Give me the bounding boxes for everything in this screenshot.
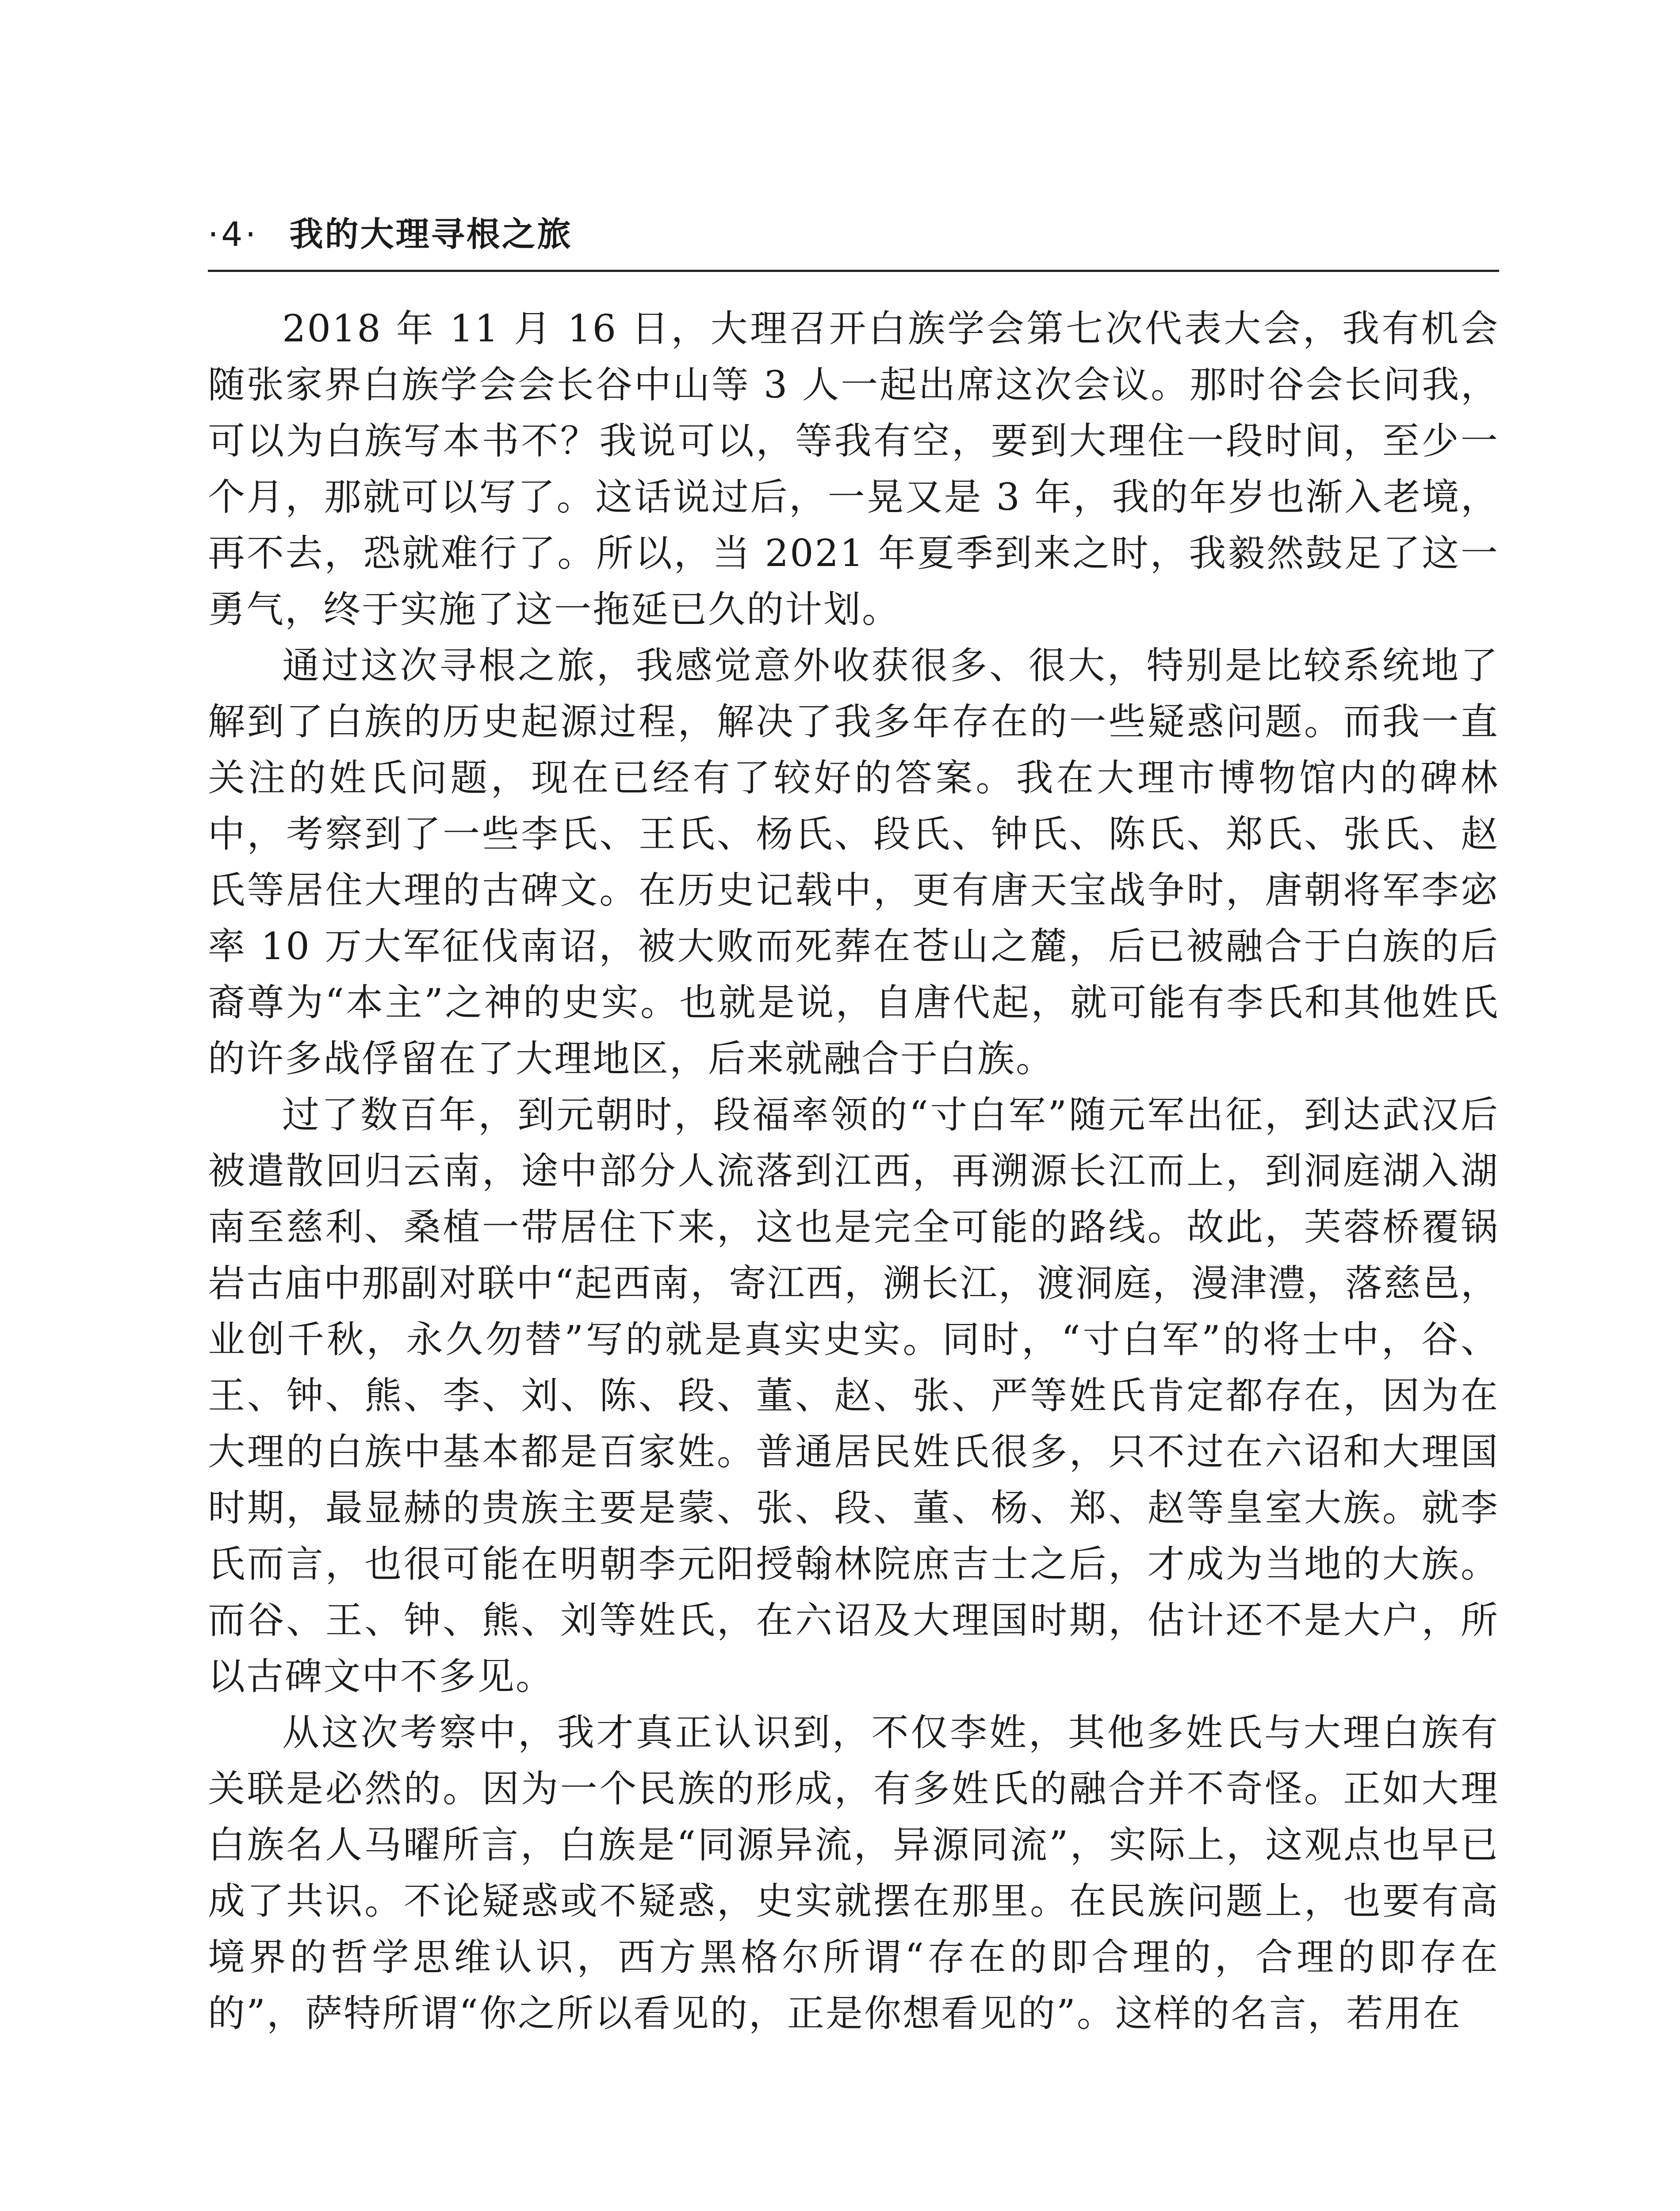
- running-head: [208, 195, 1499, 261]
- page-number: ·4·: [208, 214, 259, 254]
- running-title: 我的大理寻根之旅: [289, 214, 573, 254]
- header-rule: [208, 270, 1499, 272]
- body-text: [208, 301, 1499, 2042]
- paragraph-4: 从这次考察中，我才真正认识到，不仅李姓，其他多姓氏与大理白族有关联是必然的。因为一个民族的形成，有多姓氏的融合并不奇怪。正如大理白族名人马曜所言，白族是“同源异流，异源同流”，实际上，这观点也早已成了共识。不论疑惑或不疑惑，史实就摆在那里。在民族问题上，也要有高境界的哲学思维认识，西方黑格尔所谓“存在的即合理的，合理的即存在的”，萨特所谓“你之所以看见的，正是你想看见的”。这样的名言，若用在: [208, 1711, 1499, 2035]
- paragraph-1: 2018 年 11 月 16 日，大理召开白族学会第七次代表大会，我有机会随张家界白族学会会长谷中山等 3 人一起出席这次会议。那时谷会长问我，可以为白族写本书不？我说可以，等我有空，要到大理住一段时间，至少一个月，那就可以写了。这话说过后，一晃又是 3 年，我的年岁也渐入老境，再不去，恐就难行了。所以，当 2021 年夏季到来之时，我毅然鼓足了这一勇气，终于实施了这一拖延已久的计划。: [208, 307, 1499, 631]
- paragraph-2: 通过这次寻根之旅，我感觉意外收获很多、很大，特别是比较系统地了解到了白族的历史起源过程，解决了我多年存在的一些疑惑问题。而我一直关注的姓氏问题，现在已经有了较好的答案。我在大理市博物馆内的碑林中，考察到了一些李氏、王氏、杨氏、段氏、钟氏、陈氏、郑氏、张氏、赵氏等居住大理的古碑文。在历史记载中，更有唐天宝战争时，唐朝将军李宓率 10 万大军征伐南诏，被大败而死葬在苍山之麓，后已被融合于白族的后裔尊为“本主”之神的史实。也就是说，自唐代起，就可能有李氏和其他姓氏的许多战俘留在了大理地区，后来就融合于白族。: [208, 644, 1499, 1080]
- paragraph-3: 过了数百年，到元朝时，段福率领的“寸白军”随元军出征，到达武汉后被遣散回归云南，途中部分人流落到江西，再溯源长江而上，到洞庭湖入湖南至慈利、桑植一带居住下来，这也是完全可能的路线。故此，芙蓉桥覆锅岩古庙中那副对联中“起西南，寄江西，溯长江，渡洞庭，漫津澧，落慈邑，业创千秋，永久勿替”写的就是真实史实。同时，“寸白军”的将士中，谷、王、钟、熊、李、刘、陈、段、董、赵、张、严等姓氏肯定都存在，因为在大理的白族中基本都是百家姓。普通居民姓氏很多，只不过在六诏和大理国时期，最显赫的贵族主要是蒙、张、段、董、杨、郑、赵等皇室大族。就李氏而言，也很可能在明朝李元阳授翰林院庶吉士之后，才成为当地的大族。而谷、王、钟、熊、刘等姓氏，在六诏及大理国时期，估计还不是大户，所以古碑文中不多见。: [208, 1093, 1499, 1698]
